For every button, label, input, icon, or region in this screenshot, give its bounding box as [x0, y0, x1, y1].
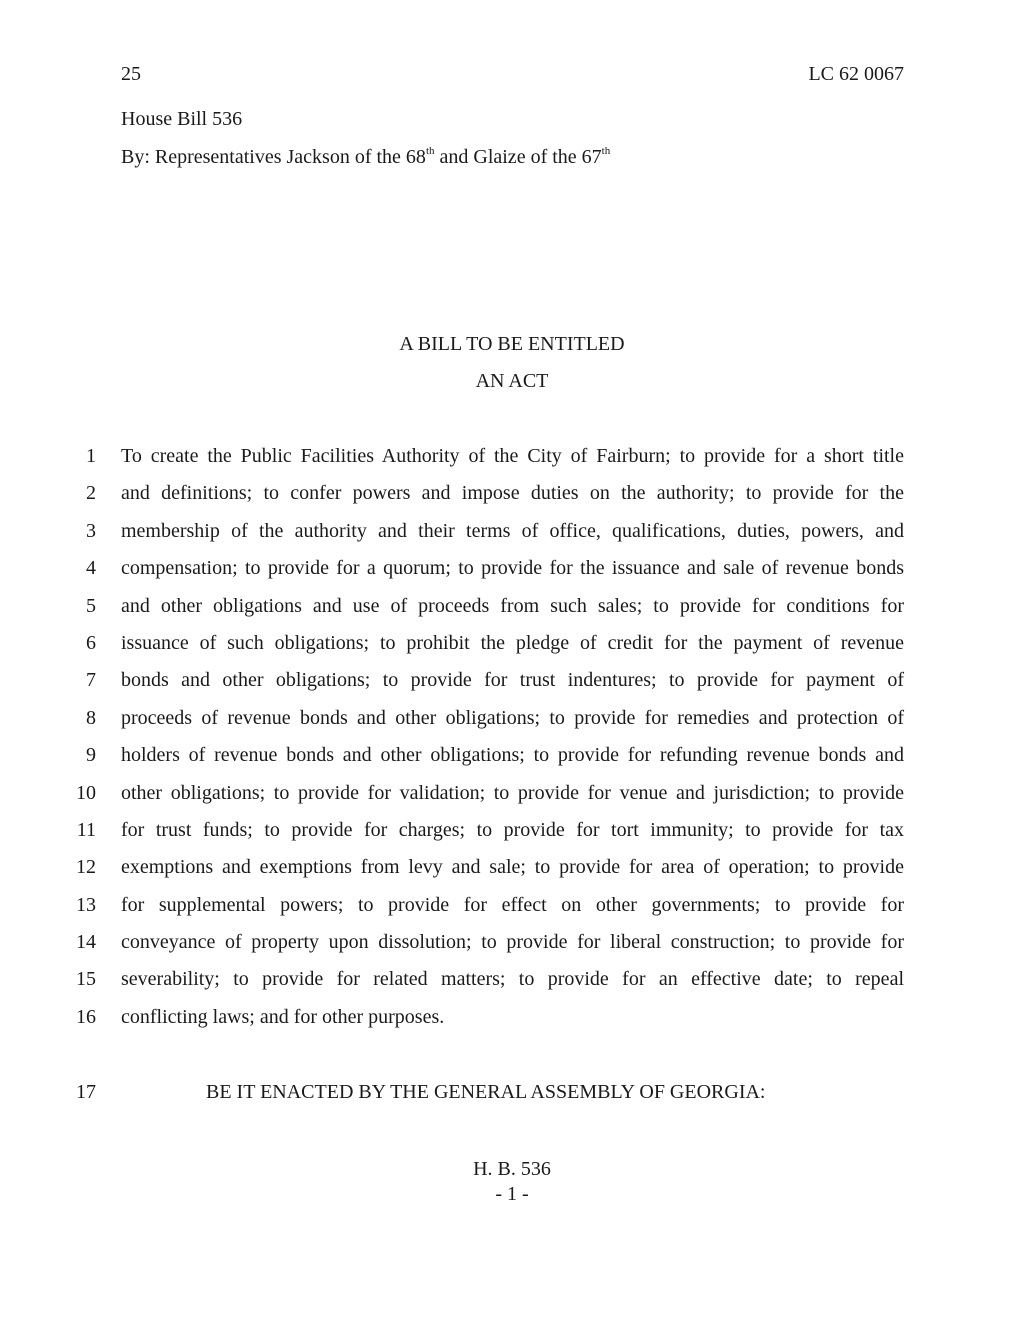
body-line [0, 631, 1024, 668]
line-number: 6 [86, 631, 96, 654]
body-line [0, 781, 1024, 818]
body-line [0, 930, 1024, 967]
body-line [0, 743, 1024, 780]
body-line [0, 818, 1024, 855]
line-text: conveyance of property upon dissolution; to provide for liberal construction; to provide for [121, 931, 904, 954]
line-number: 15 [76, 968, 96, 991]
bill-body [0, 444, 1024, 1042]
line-number: 2 [86, 482, 96, 505]
footer-bill-ref: H. B. 536 [473, 1158, 551, 1180]
caption-act: AN ACT [475, 370, 549, 392]
line-number: 16 [76, 1005, 96, 1028]
sponsors-ordinal-1: th [425, 145, 435, 157]
line-text: and definitions; to confer powers and impose duties on the authority; to provide for the [121, 482, 904, 505]
line-number: 13 [76, 893, 96, 916]
line-number: 7 [86, 669, 96, 692]
line-number: 12 [76, 856, 96, 879]
body-line [0, 481, 1024, 518]
line-text: and other obligations and use of proceeds from such sales; to provide for conditions for [121, 594, 904, 617]
line-text: other obligations; to provide for validation; to provide for venue and jurisdiction; to provide [121, 781, 904, 804]
line-text: for supplemental powers; to provide for effect on other governments; to provide for [121, 893, 904, 916]
line-number: 4 [86, 557, 96, 580]
sponsors-line [121, 145, 610, 169]
line-text: proceeds of revenue bonds and other obligations; to provide for remedies and protection of [121, 706, 904, 729]
line-text: To create the Public Facilities Authority of the City of Fairburn; to provide for a short title [121, 445, 904, 467]
body-line [0, 1005, 1024, 1042]
body-line [0, 668, 1024, 705]
enacting-clause: BE IT ENACTED BY THE GENERAL ASSEMBLY OF GEORGIA: [206, 1081, 766, 1103]
line-text: bonds and other obligations; to provide for trust indentures; to provide for payment of [121, 669, 904, 692]
line-text: holders of revenue bonds and other obligations; to provide for refunding revenue bonds and [121, 744, 904, 767]
session-number: 25 [121, 63, 141, 85]
body-line [0, 706, 1024, 743]
line-number: 14 [76, 931, 96, 954]
lc-number: LC 62 0067 [808, 63, 904, 85]
body-line [0, 893, 1024, 930]
body-line [0, 519, 1024, 556]
line-text: membership of the authority and their terms of office, qualifications, duties, powers, and [121, 519, 904, 542]
line-text: exemptions and exemptions from levy and sale; to provide for area of operation; to provide [121, 856, 904, 879]
body-line [0, 444, 1024, 481]
body-line [0, 967, 1024, 1004]
sponsors-prefix: By: Representatives Jackson of the 68 [121, 146, 426, 168]
body-line [0, 556, 1024, 593]
line-number: 1 [86, 445, 96, 467]
body-line [0, 594, 1024, 631]
line-text: for trust funds; to provide for charges; to provide for tort immunity; to provide for tax [121, 818, 904, 841]
line-text: severability; to provide for related matters; to provide for an effective date; to repeal [121, 968, 904, 991]
enacting-line-number: 17 [76, 1081, 96, 1103]
caption-entitled: A BILL TO BE ENTITLED [399, 333, 625, 355]
sponsors-ordinal-2: th [601, 145, 611, 157]
line-text: issuance of such obligations; to prohibit the pledge of credit for the payment of revenue [121, 631, 904, 654]
line-number: 5 [86, 594, 96, 617]
bill-title: House Bill 536 [121, 108, 243, 130]
line-text: compensation; to provide for a quorum; to provide for the issuance and sale of revenue bonds [121, 557, 904, 580]
line-text: conflicting laws; and for other purposes. [121, 1005, 445, 1028]
line-number: 8 [86, 706, 96, 729]
footer-page-number: - 1 - [495, 1183, 529, 1205]
line-number: 11 [76, 818, 96, 841]
line-number: 9 [86, 744, 96, 767]
line-number: 10 [76, 781, 96, 804]
line-number: 3 [86, 519, 96, 542]
sponsors-middle: and Glaize of the 67 [434, 146, 602, 168]
body-line [0, 855, 1024, 892]
